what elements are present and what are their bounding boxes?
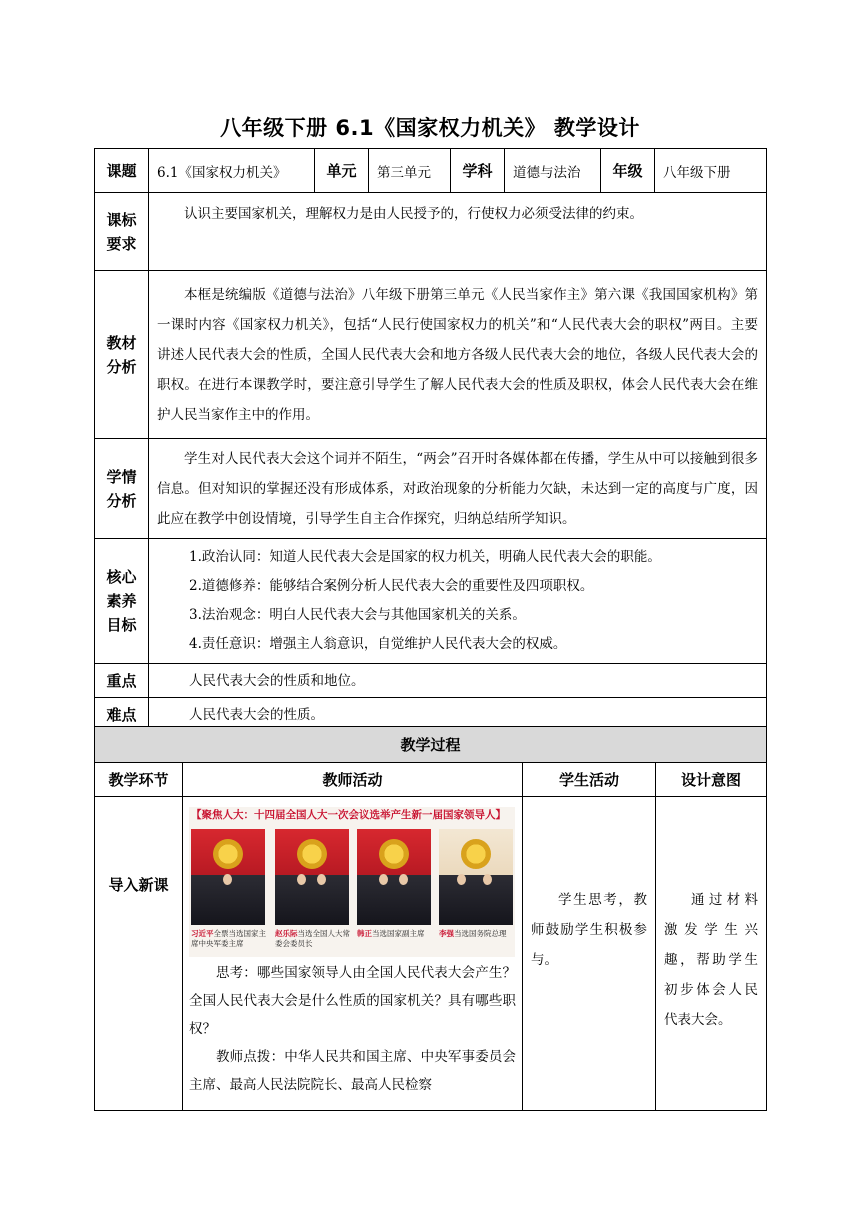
intro-intent: 通过材料激发学生兴趣，帮助学生初步体会人民代表大会。 [656, 797, 767, 1111]
key-point-text: 人民代表大会的性质和地位。 [149, 664, 767, 698]
leader-photo-1 [191, 829, 265, 925]
goal-item: 1.政治认同：知道人民代表大会是国家的权力机关，明确人民代表大会的职能。 [189, 549, 661, 565]
textbook-label: 教材 分析 [95, 271, 149, 439]
curriculum-row [95, 193, 767, 271]
info-row [95, 149, 767, 193]
goals-list [149, 539, 767, 664]
photo-caption-2: 赵乐际当选全国人大常委会委员长 [275, 929, 350, 948]
process-header-row [95, 763, 767, 797]
goal-item: 4.责任意识：增强主人翁意识，自觉维护人民代表大会的权威。 [189, 636, 567, 652]
stage-header: 教学环节 [95, 763, 183, 797]
photo-caption-4: 李强当选国务院总理 [439, 929, 507, 938]
grade-label: 年级 [601, 149, 655, 193]
goals-label: 核心 素养 目标 [95, 539, 149, 664]
intro-student: 学生思考，教师鼓励学生积极参与。 [523, 797, 656, 1111]
students-row [95, 439, 767, 539]
curriculum-label: 课标 要求 [95, 193, 149, 271]
goal-item: 3.法治观念：明白人民代表大会与其他国家机关的关系。 [189, 607, 526, 623]
difficulty-text: 人民代表大会的性质。 [149, 698, 767, 732]
national-emblem-icon [213, 839, 243, 869]
unit-value: 第三单元 [369, 149, 451, 193]
student-header: 学生活动 [523, 763, 656, 797]
students-label: 学情 分析 [95, 439, 149, 539]
photo-caption-3: 韩正当选国家副主席 [357, 929, 425, 938]
textbook-row [95, 271, 767, 439]
intent-header: 设计意图 [656, 763, 767, 797]
goal-item: 2.道德修养：能够结合案例分析人民代表大会的重要性及四项职权。 [189, 578, 594, 594]
students-text: 学生对人民代表大会这个词并不陌生，“两会”召开时各媒体都在传播，学生从中可以接触到很多信息。但对知识的掌握还没有形成体系，对政治现象的分析能力欠缺，未达到一定的高度与广度，因此应在教学中创设情境，引导学生自主合作探究，归纳总结所学知识。 [149, 439, 767, 539]
textbook-text: 本框是统编版《道德与法治》八年级下册第三单元《人民当家作主》第六课《我国国家机构》第一课时内容《国家权力机关》，包括“人民行使国家权力的机关”和“人民代表大会的职权”两目。主要讲述人民代表大会的性质，全国人民代表大会和地方各级人民代表大会的地位，各级人民代表大会的职权。在进行本课教学时，要注意引导学生了解人民代表大会的性质及职权，体会人民代表大会在维护人民当家作主中的作用。 [149, 271, 767, 439]
national-emblem-icon [379, 839, 409, 869]
intro-teacher-cell [183, 797, 523, 1111]
key-point-label: 重点 [95, 664, 149, 698]
subject-value: 道德与法治 [505, 149, 601, 193]
lesson-info-table [94, 148, 767, 732]
intro-row [95, 797, 767, 1111]
teacher-header: 教师活动 [183, 763, 523, 797]
intro-stage: 导入新课 [95, 797, 183, 1111]
difficulty-label: 难点 [95, 698, 149, 732]
grade-value: 八年级下册 [655, 149, 767, 193]
leader-photo-4 [439, 829, 513, 925]
teaching-process-table [94, 726, 767, 1111]
curriculum-text: 认识主要国家机关，理解权力是由人民授予的，行使权力必须受法律的约束。 [149, 193, 767, 271]
subject-label: 学科 [451, 149, 505, 193]
topic-label: 课题 [95, 149, 149, 193]
national-emblem-icon [461, 839, 491, 869]
goals-row [95, 539, 767, 664]
leader-photo-3 [357, 829, 431, 925]
intro-think: 思考：哪些国家领导人由全国人民代表大会产生？全国人民代表大会是什么性质的国家机关？具有哪些职权？ [189, 965, 516, 1037]
photo-caption-1: 习近平全票当选国家主席中央军委主席 [191, 929, 266, 948]
process-title: 教学过程 [95, 727, 767, 763]
intro-hint: 教师点拨：中华人民共和国主席、中央军事委员会主席、最高人民法院院长、最高人民检察 [189, 1049, 516, 1093]
leaders-photo [189, 807, 515, 957]
unit-label: 单元 [315, 149, 369, 193]
process-title-row [95, 727, 767, 763]
key-point-row [95, 664, 767, 698]
page-title: 八年级下册 6.1《国家权力机关》 教学设计 [220, 116, 640, 140]
national-emblem-icon [297, 839, 327, 869]
photo-header: 【聚焦人大：十四届全国人大一次会议选举产生新一届国家领导人】 [191, 809, 506, 821]
topic-value: 6.1《国家权力机关》 [149, 149, 315, 193]
leader-photo-2 [275, 829, 349, 925]
